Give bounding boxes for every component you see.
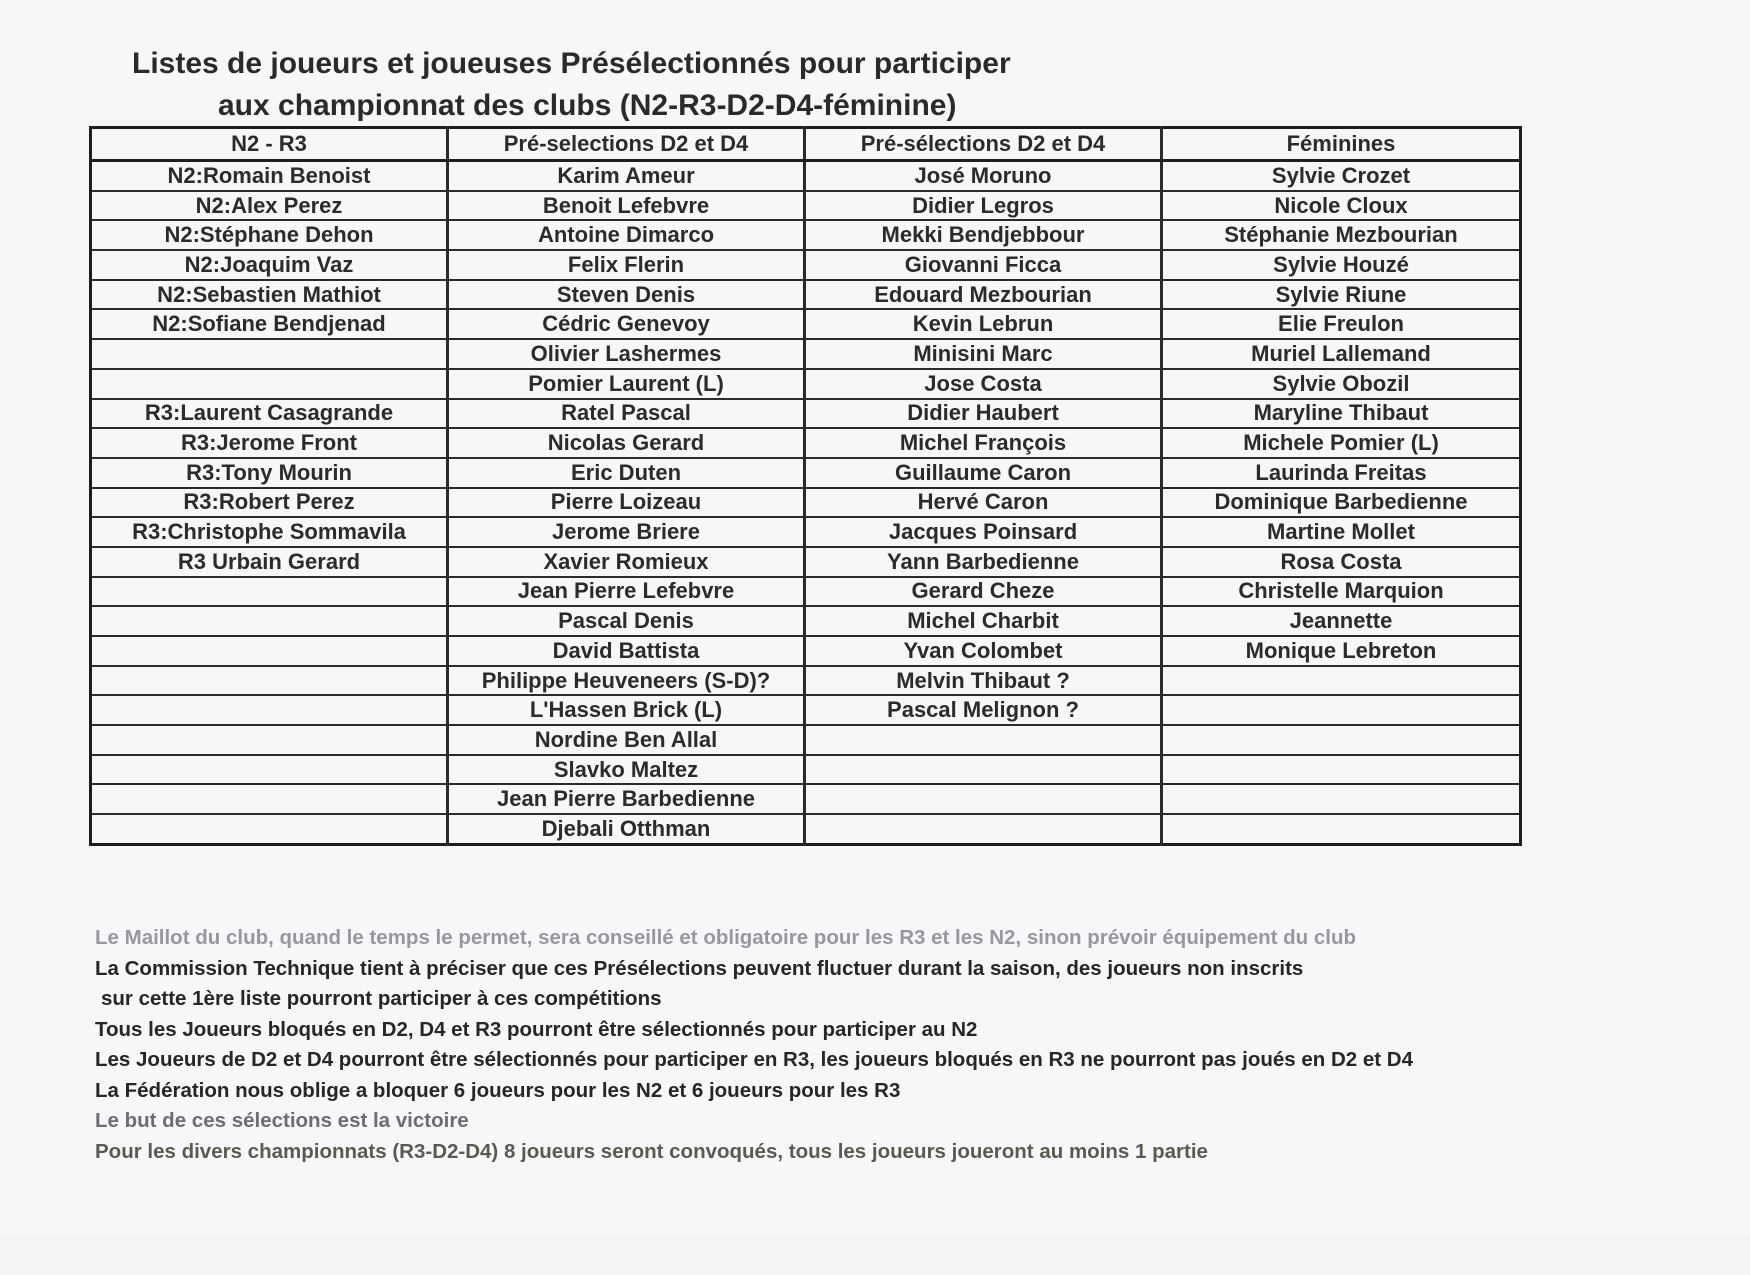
table-row — [91, 428, 1521, 458]
preselection-a-cell: David Battista — [448, 636, 805, 666]
note-line: Les Joueurs de D2 et D4 pourront être sélectionnés pour participer en R3, les joueurs bloqués en R3 ne pourront pas joués en D2 et D4 — [95, 1048, 1414, 1071]
table-row — [91, 280, 1521, 310]
note-line: Tous les Joueurs bloqués en D2, D4 et R3 pourront être sélectionnés pour participer au N2 — [95, 1017, 978, 1041]
preselection-b-cell: Jose Costa — [805, 369, 1162, 399]
header-n2-r3: N2 - R3 — [91, 128, 448, 161]
preselection-a-cell: Jean Pierre Barbedienne — [448, 784, 805, 814]
feminine-cell: Dominique Barbedienne — [1162, 488, 1521, 518]
preselection-b-cell: Yann Barbedienne — [805, 547, 1162, 577]
preselection-b-cell: Mekki Bendjebbour — [805, 220, 1162, 250]
preselection-a-cell: Pascal Denis — [448, 606, 805, 636]
n2-r3-cell — [91, 577, 448, 607]
preselection-b-cell — [805, 725, 1162, 755]
preselection-a-cell: Felix Flerin — [448, 250, 805, 280]
feminine-cell: Sylvie Obozil — [1162, 369, 1521, 399]
n2-r3-cell: R3:Robert Perez — [91, 488, 448, 518]
n2-r3-cell — [91, 725, 448, 755]
table-row — [91, 191, 1521, 221]
preselection-b-cell: Minisini Marc — [805, 339, 1162, 369]
feminine-cell — [1162, 784, 1521, 814]
preselection-a-cell: L'Hassen Brick (L) — [448, 695, 805, 725]
preselection-a-cell: Jean Pierre Lefebvre — [448, 577, 805, 607]
preselection-b-cell: Yvan Colombet — [805, 636, 1162, 666]
table-row — [91, 161, 1521, 191]
table-row — [91, 755, 1521, 785]
preselection-a-cell: Jerome Briere — [448, 517, 805, 547]
n2-r3-cell: N2:Sebastien Mathiot — [91, 280, 448, 310]
feminine-cell: Laurinda Freitas — [1162, 458, 1521, 488]
n2-r3-cell: N2:Romain Benoist — [91, 161, 448, 191]
n2-r3-cell: N2:Joaquim Vaz — [91, 250, 448, 280]
feminine-cell — [1162, 695, 1521, 725]
feminine-cell: Martine Mollet — [1162, 517, 1521, 547]
preselection-b-cell: José Moruno — [805, 161, 1162, 191]
n2-r3-cell — [91, 784, 448, 814]
table-row — [91, 517, 1521, 547]
table-row — [91, 250, 1521, 280]
table-row — [91, 814, 1521, 844]
n2-r3-cell: R3 Urbain Gerard — [91, 547, 448, 577]
note-line: Le Maillot du club, quand le temps le permet, sera conseillé et obligatoire pour les R3 et les N2, sinon prévoir équipement du club — [95, 926, 1357, 949]
table-row — [91, 220, 1521, 250]
note-line: Pour les divers championnats (R3-D2-D4) 8 joueurs seront convoqués, tous les joueurs joueront au moins 1 partie — [95, 1139, 1208, 1163]
table-row — [91, 339, 1521, 369]
preselection-b-cell: Melvin Thibaut ? — [805, 666, 1162, 696]
preselection-a-cell: Slavko Maltez — [448, 755, 805, 785]
n2-r3-cell — [91, 755, 448, 785]
table-row — [91, 547, 1521, 577]
feminine-cell: Maryline Thibaut — [1162, 399, 1521, 429]
feminine-cell: Sylvie Crozet — [1162, 161, 1521, 191]
preselection-a-cell: Nordine Ben Allal — [448, 725, 805, 755]
preselection-b-cell: Didier Haubert — [805, 399, 1162, 429]
n2-r3-cell — [91, 666, 448, 696]
n2-r3-cell: R3:Laurent Casagrande — [91, 399, 448, 429]
n2-r3-cell — [91, 636, 448, 666]
preselection-b-cell: Michel François — [805, 428, 1162, 458]
n2-r3-cell: N2:Stéphane Dehon — [91, 220, 448, 250]
n2-r3-cell: N2:Alex Perez — [91, 191, 448, 221]
preselection-a-cell: Nicolas Gerard — [448, 428, 805, 458]
preselection-a-cell: Steven Denis — [448, 280, 805, 310]
n2-r3-cell: N2:Sofiane Bendjenad — [91, 309, 448, 339]
table-row — [91, 309, 1521, 339]
preselection-b-cell: Giovanni Ficca — [805, 250, 1162, 280]
feminine-cell — [1162, 755, 1521, 785]
note-line: sur cette 1ère liste pourront participer à ces compétitions — [101, 987, 662, 1010]
feminine-cell: Stéphanie Mezbourian — [1162, 220, 1521, 250]
feminine-cell: Jeannette — [1162, 606, 1521, 636]
preselection-a-cell: Olivier Lashermes — [448, 339, 805, 369]
note-line: Le but de ces sélections est la victoire — [95, 1109, 469, 1132]
table-row — [91, 784, 1521, 814]
document-title-line-2: aux championnat des clubs (N2-R3-D2-D4-féminine) — [218, 89, 957, 122]
preselection-b-cell — [805, 814, 1162, 844]
feminine-cell — [1162, 666, 1521, 696]
preselection-b-cell: Michel Charbit — [805, 606, 1162, 636]
preselection-b-cell: Jacques Poinsard — [805, 517, 1162, 547]
preselection-b-cell: Edouard Mezbourian — [805, 280, 1162, 310]
preselection-a-cell: Karim Ameur — [448, 161, 805, 191]
roster-body — [91, 161, 1521, 845]
preselection-a-cell: Djebali Otthman — [448, 814, 805, 844]
header-preselection-d2-d4-a: Pré-selections D2 et D4 — [448, 128, 805, 161]
table-row — [91, 458, 1521, 488]
preselection-b-cell: Didier Legros — [805, 191, 1162, 221]
preselection-b-cell — [805, 755, 1162, 785]
preselection-b-cell: Pascal Melignon ? — [805, 695, 1162, 725]
note-line: La Commission Technique tient à préciser que ces Présélections peuvent fluctuer durant la saison, des joueurs non inscrits — [95, 956, 1304, 980]
table-row — [91, 399, 1521, 429]
table-row — [91, 725, 1521, 755]
feminine-cell: Sylvie Houzé — [1162, 250, 1521, 280]
n2-r3-cell — [91, 339, 448, 369]
feminine-cell: Elie Freulon — [1162, 309, 1521, 339]
document-title-line-1: Listes de joueurs et joueuses Présélectionnés pour participer — [132, 47, 1011, 80]
preselection-a-cell: Pierre Loizeau — [448, 488, 805, 518]
feminine-cell: Rosa Costa — [1162, 547, 1521, 577]
feminine-cell: Michele Pomier (L) — [1162, 428, 1521, 458]
preselection-a-cell: Philippe Heuveneers (S-D)? — [448, 666, 805, 696]
feminine-cell — [1162, 814, 1521, 844]
header-feminines: Féminines — [1162, 128, 1521, 161]
table-row — [91, 488, 1521, 518]
n2-r3-cell — [91, 814, 448, 844]
feminine-cell: Nicole Cloux — [1162, 191, 1521, 221]
table-row — [91, 636, 1521, 666]
preselection-b-cell: Gerard Cheze — [805, 577, 1162, 607]
preselection-b-cell: Kevin Lebrun — [805, 309, 1162, 339]
table-header-row — [91, 128, 1521, 161]
n2-r3-cell — [91, 606, 448, 636]
header-preselection-d2-d4-b: Pré-sélections D2 et D4 — [805, 128, 1162, 161]
preselection-a-cell: Xavier Romieux — [448, 547, 805, 577]
n2-r3-cell — [91, 369, 448, 399]
preselection-a-cell: Antoine Dimarco — [448, 220, 805, 250]
preselection-b-cell — [805, 784, 1162, 814]
table-row — [91, 666, 1521, 696]
n2-r3-cell: R3:Jerome Front — [91, 428, 448, 458]
preselection-a-cell: Eric Duten — [448, 458, 805, 488]
table-row — [91, 695, 1521, 725]
preselection-a-cell: Cédric Genevoy — [448, 309, 805, 339]
n2-r3-cell: R3:Christophe Sommavila — [91, 517, 448, 547]
n2-r3-cell: R3:Tony Mourin — [91, 458, 448, 488]
feminine-cell: Monique Lebreton — [1162, 636, 1521, 666]
preselection-a-cell: Benoit Lefebvre — [448, 191, 805, 221]
table-row — [91, 606, 1521, 636]
feminine-cell: Christelle Marquion — [1162, 577, 1521, 607]
preselection-a-cell: Ratel Pascal — [448, 399, 805, 429]
table-row — [91, 369, 1521, 399]
feminine-cell — [1162, 725, 1521, 755]
preselection-b-cell: Hervé Caron — [805, 488, 1162, 518]
note-line: La Fédération nous oblige a bloquer 6 joueurs pour les N2 et 6 joueurs pour les R3 — [95, 1078, 901, 1102]
preselection-a-cell: Pomier Laurent (L) — [448, 369, 805, 399]
notes-block — [95, 923, 1655, 1167]
preselection-b-cell: Guillaume Caron — [805, 458, 1162, 488]
feminine-cell: Muriel Lallemand — [1162, 339, 1521, 369]
roster-table — [89, 126, 1522, 846]
table-row — [91, 577, 1521, 607]
feminine-cell: Sylvie Riune — [1162, 280, 1521, 310]
n2-r3-cell — [91, 695, 448, 725]
